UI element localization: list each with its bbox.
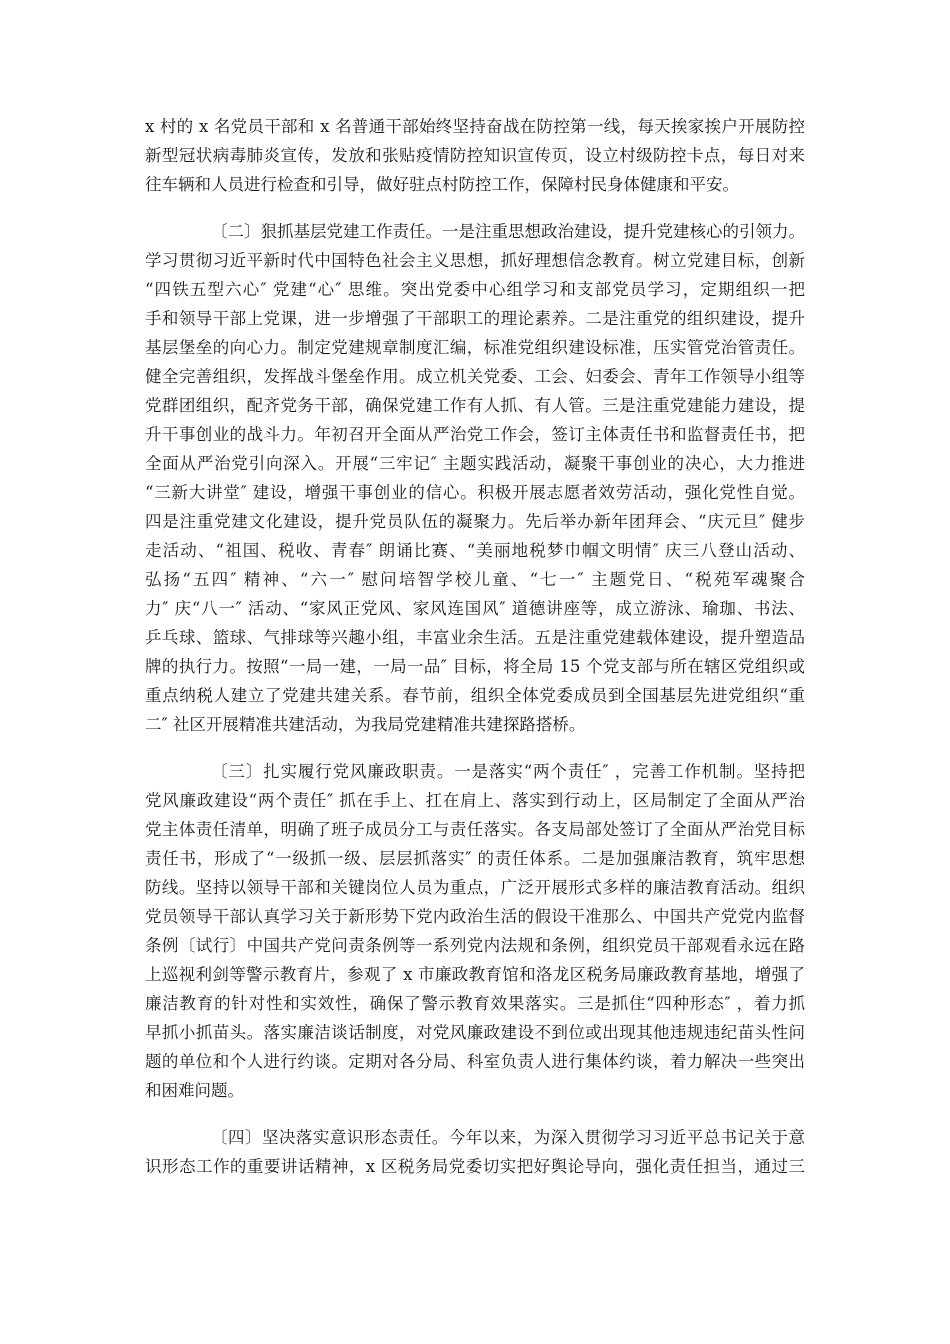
text-line: 手和领导干部上党课，进一步增强了干部职工的理论素养。二是注重党的组织建设，提升 bbox=[145, 309, 805, 328]
document-body bbox=[145, 112, 805, 1181]
text-line: 往车辆和人员进行检查和引导，做好驻点村防控工作，保障村民身体健康和平安。 bbox=[145, 175, 739, 194]
paragraph-2 bbox=[145, 217, 805, 739]
text-line: 乒乓球、篮球、气排球等兴趣小组，丰富业余生活。五是注重党建载体建设，提升塑造品 bbox=[145, 628, 805, 647]
text-line: 弘扬“五四″ 精神、“六一″ 慰问培智学校儿童、“七一″ 主题党日、“税苑军魂聚合 bbox=[145, 570, 805, 589]
text-line: 牌的执行力。按照“一局一建，一局一品″ 目标，将全局 15 个党支部与所在辖区党组织或 bbox=[145, 657, 805, 676]
text-line: 升干事创业的战斗力。年初召开全面从严治党工作会，签订主体责任书和监督责任书，把 bbox=[145, 425, 805, 444]
text-line: 全面从严治党引向深入。开展“三牢记″ 主题实践活动，凝聚干事创业的决心，大力推进 bbox=[145, 454, 805, 473]
text-line: “三新大讲堂″ 建设，增强干事创业的信心。积极开展志愿者效劳活动，强化党性自觉。 bbox=[145, 483, 805, 502]
text-line: 重点纳税人建立了党建共建关系。春节前，组织全体党委成员到全国基层先进党组织“重 bbox=[145, 686, 805, 705]
paragraph-3 bbox=[145, 757, 805, 1105]
text-line: 早抓小抓苗头。落实廉洁谈话制度，对党风廉政建设不到位或出现其他违规违纪苗头性问 bbox=[145, 1023, 805, 1042]
text-line: 〔三〕扎实履行党风廉政职责。一是落实“两个责任″ ，完善工作机制。坚持把 bbox=[211, 762, 805, 781]
text-line: 健全完善组织，发挥战斗堡垒作用。成立机关党委、工会、妇委会、青年工作领导小组等 bbox=[145, 367, 805, 386]
text-line: 基层堡垒的向心力。制定党建规章制度汇编，标准党组织建设标准，压实管党治管责任。 bbox=[145, 338, 805, 357]
text-line: 党主体责任清单，明确了班子成员分工与责任落实。各支局部处签订了全面从严治党目标 bbox=[145, 820, 805, 839]
text-line: 〔四〕坚决落实意识形态责任。今年以来，为深入贯彻学习习近平总书记关于意 bbox=[211, 1128, 805, 1147]
text-line: x 村的 x 名党员干部和 x 名普通干部始终坚持奋战在防控第一线，每天挨家挨户开展防控 bbox=[145, 117, 805, 136]
text-line: 题的单位和个人进行约谈。定期对各分局、科室负责人进行集体约谈，着力解决一些突出 bbox=[145, 1052, 805, 1071]
text-line: 党群团组织，配齐党务干部，确保党建工作有人抓、有人管。三是注重党建能力建设，提 bbox=[145, 396, 805, 415]
text-line: 学习贯彻习近平新时代中国特色社会主义思想，抓好理想信念教育。树立党建目标，创新 bbox=[145, 251, 805, 270]
text-line: 二″ 社区开展精准共建活动，为我局党建精准共建探路搭桥。 bbox=[145, 715, 586, 734]
text-line: 和困难问题。 bbox=[145, 1081, 244, 1100]
text-line: 识形态工作的重要讲话精神，x 区税务局党委切实把好舆论导向，强化责任担当，通过三 bbox=[145, 1157, 805, 1176]
paragraph-1 bbox=[145, 112, 805, 199]
text-line: 防线。坚持以领导干部和关键岗位人员为重点，广泛开展形式多样的廉洁教育活动。组织 bbox=[145, 878, 805, 897]
text-line: 走活动、“祖国、税收、青春″ 朗诵比赛、“美丽地税梦巾帼文明情″ 庆三八登山活动、 bbox=[145, 541, 805, 560]
text-line: 党风廉政建设“两个责任″ 抓在手上、扛在肩上、落实到行动上，区局制定了全面从严治 bbox=[145, 791, 805, 810]
text-line: 廉洁教育的针对性和实效性，确保了警示教育效果落实。三是抓住“四种形态″ ，着力抓 bbox=[145, 994, 805, 1013]
text-line: 党员领导干部认真学习关于新形势下党内政治生活的假设干准那么、中国共产党党内监督 bbox=[145, 907, 805, 926]
text-line: 四是注重党建文化建设，提升党员队伍的凝聚力。先后举办新年团拜会、“庆元旦″ 健步 bbox=[145, 512, 805, 531]
text-line: 上巡视利剑等警示教育片，参观了 x 市廉政教育馆和洛龙区税务局廉政教育基地，增强了 bbox=[145, 965, 805, 984]
text-line: 条例〔试行〕中国共产党问责条例等一系列党内法规和条例，组织党员干部观看永远在路 bbox=[145, 936, 805, 955]
text-line: “四铁五型六心″ 党建“心″ 思维。突出党委中心组学习和支部党员学习，定期组织一把 bbox=[145, 280, 805, 299]
text-line: 〔二〕狠抓基层党建工作责任。一是注重思想政治建设，提升党建核心的引领力。 bbox=[211, 222, 805, 241]
paragraph-4 bbox=[145, 1123, 805, 1181]
text-line: 新型冠状病毒肺炎宣传，发放和张贴疫情防控知识宣传页，设立村级防控卡点，每日对来 bbox=[145, 146, 805, 165]
text-line: 力″ 庆“八一″ 活动、“家风正党风、家风连国风″ 道德讲座等，成立游泳、瑜珈、书法、 bbox=[145, 599, 805, 618]
text-line: 责任书，形成了“一级抓一级、层层抓落实″ 的责任体系。二是加强廉洁教育，筑牢思想 bbox=[145, 849, 805, 868]
